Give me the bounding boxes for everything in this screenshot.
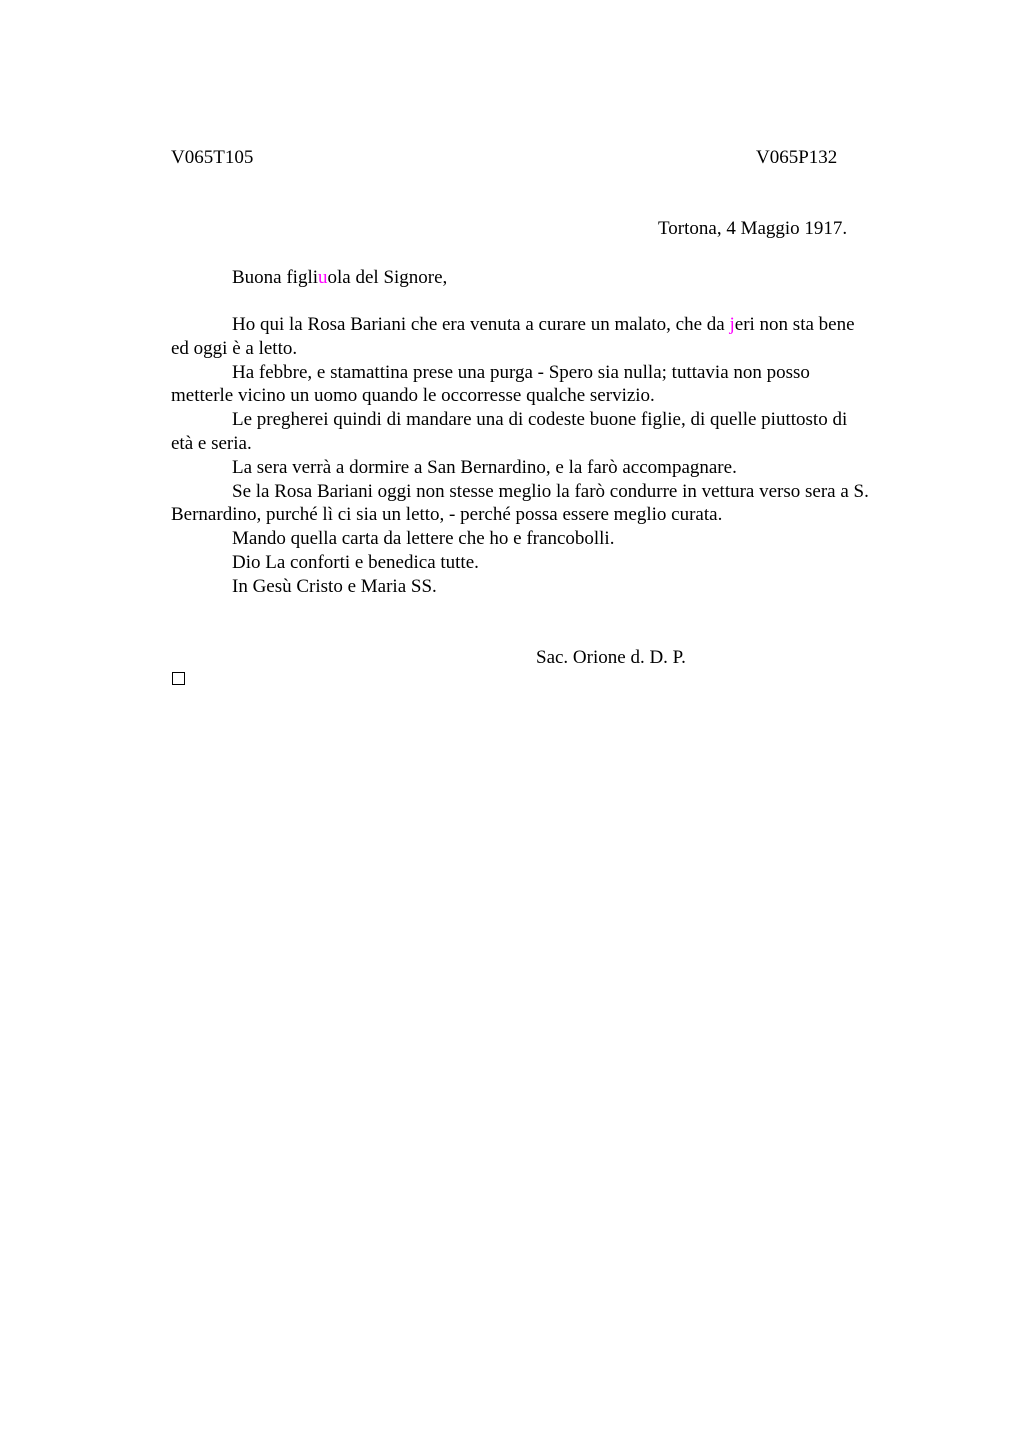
letter-signature: Sac. Orione d. D. P.	[536, 647, 686, 668]
letter-body	[171, 313, 931, 599]
paragraph-3-line-2: età e seria.	[171, 432, 252, 454]
paragraph-3	[171, 408, 931, 456]
document-code-right: V065P132	[756, 147, 838, 168]
paragraph-3-line-1: Le pregherei quindi di mandare una di codeste buone figlie, di quelle piuttosto di	[232, 409, 848, 431]
paragraph-6: Mando quella carta da lettere che ho e francobolli.	[232, 528, 615, 550]
paragraph-1-line-2: ed oggi è a letto.	[171, 337, 298, 359]
salutation-highlight: u	[318, 267, 328, 288]
paragraph-2-line-1: Ha febbre, e stamattina prese una purga - Spero sia nulla; tuttavia non posso	[232, 361, 810, 383]
paragraph-2	[171, 361, 931, 409]
document-code-left: V065T105	[171, 147, 254, 168]
paragraph-5	[171, 480, 931, 528]
paragraph-1-highlight: j	[729, 314, 735, 335]
empty-checkbox-icon	[172, 672, 185, 685]
paragraph-7: Dio La conforti e benedica tutte.	[232, 551, 479, 573]
paragraph-5-line-2: Bernardino, purché lì ci sia un letto, - perché possa essere meglio curata.	[171, 504, 723, 526]
paragraph-2-line-2: metterle vicino un uomo quando le occorresse qualche servizio.	[171, 385, 655, 407]
paragraph-1-line-1-before: Ho qui la Rosa Bariani che era venuta a curare un malato, che da	[232, 314, 730, 335]
paragraph-4: La sera verrà a dormire a San Bernardino, e la farò accompagnare.	[232, 456, 737, 478]
letter-date: Tortona, 4 Maggio 1917.	[658, 218, 848, 239]
letter-salutation	[232, 266, 447, 290]
paragraph-8: In Gesù Cristo e Maria SS.	[232, 575, 437, 597]
salutation-text-after: ola del Signore,	[327, 267, 448, 288]
paragraph-5-line-1: Se la Rosa Bariani oggi non stesse meglio la farò condurre in vettura verso sera a S.	[232, 480, 869, 502]
paragraph-1-line-1-after: eri non sta bene	[734, 314, 855, 335]
salutation-text-before: Buona figli	[232, 267, 319, 288]
paragraph-1	[171, 313, 931, 361]
